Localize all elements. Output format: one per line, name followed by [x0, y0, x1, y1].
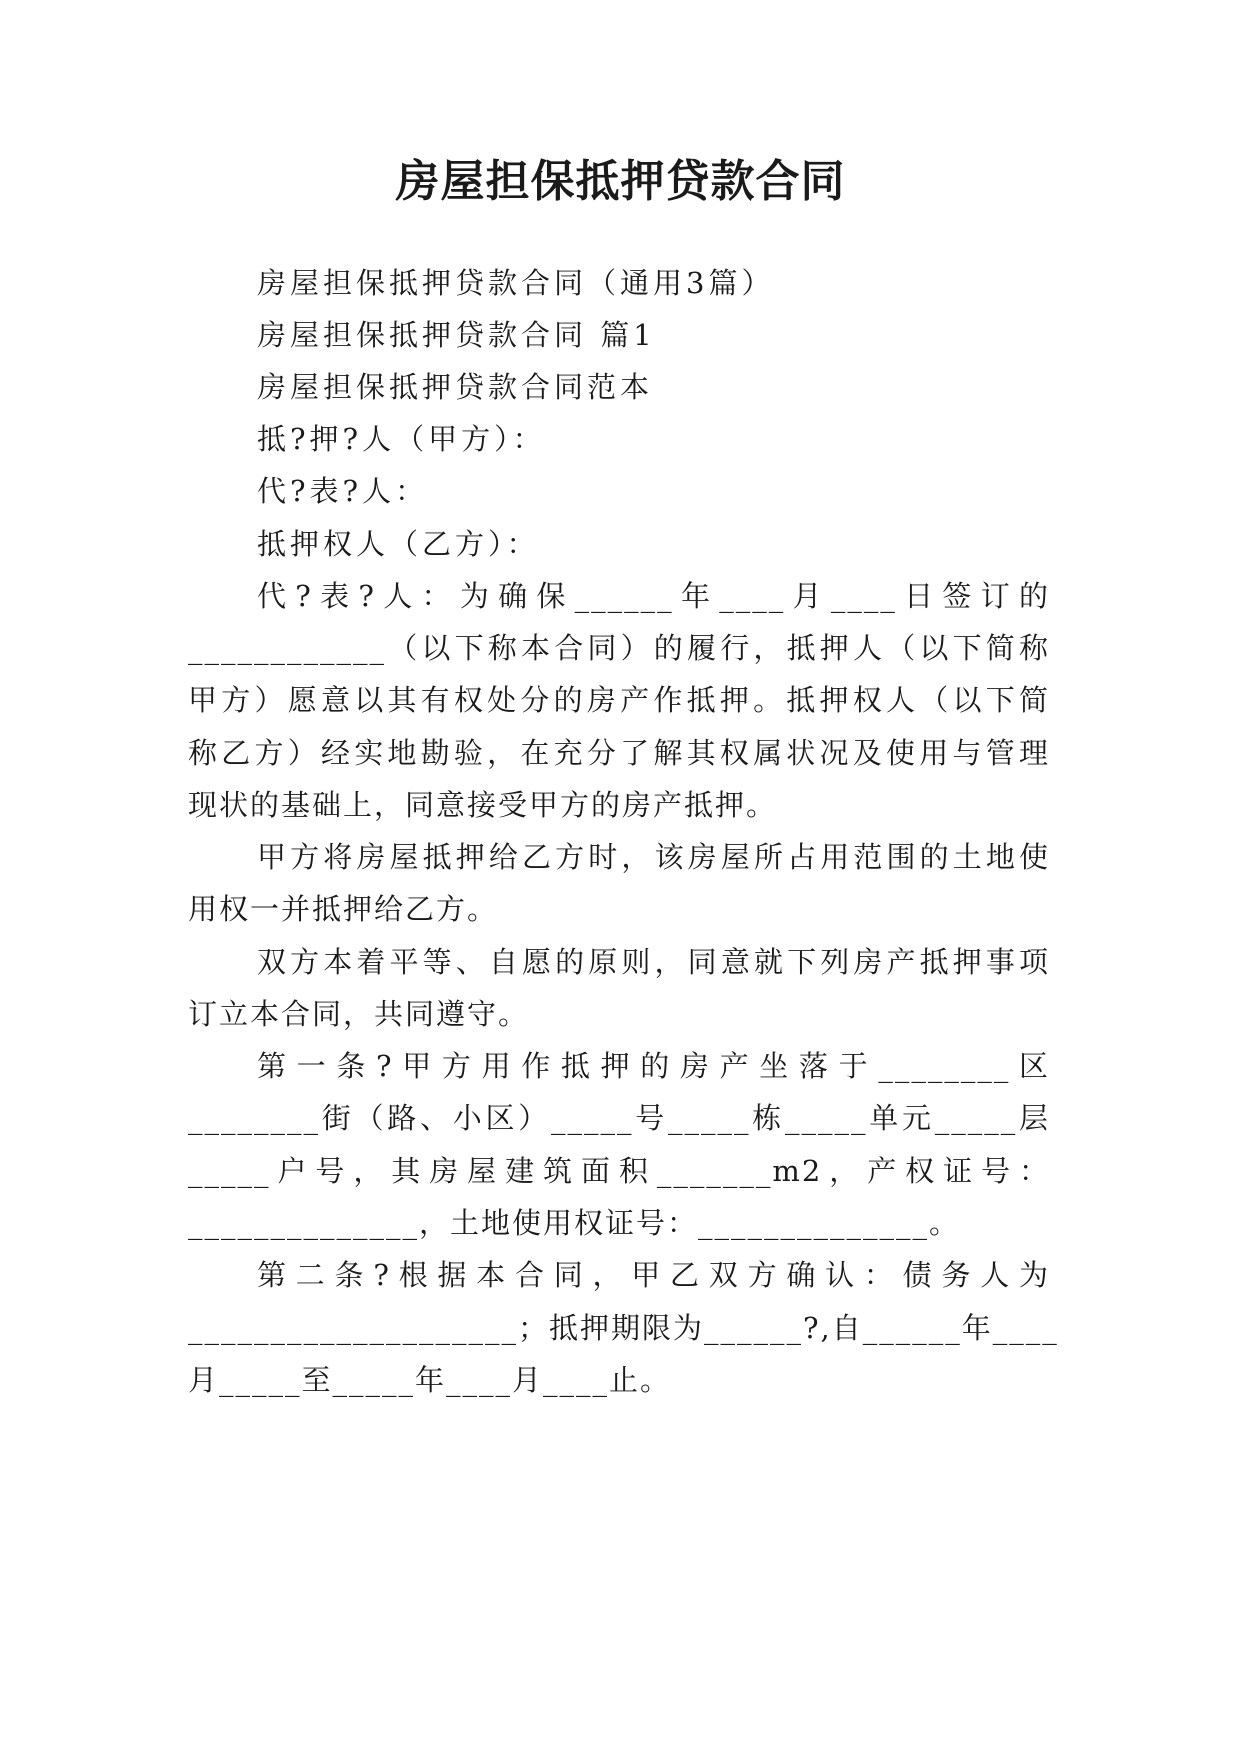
- mortgagee-field: 抵押权人（乙方）：: [257, 527, 540, 561]
- section-heading: 房屋担保抵押贷款合同 篇1: [257, 318, 656, 352]
- paragraph-line: 称乙方）经实地勘验，在充分了解其权属状况及使用与管理: [188, 736, 1050, 770]
- subtitle-line: 房屋担保抵押贷款合同（通用3篇）: [257, 266, 775, 300]
- representative-field: 代?表?人：: [257, 474, 429, 508]
- article-two-line: 月_____至_____年____月____止。: [188, 1363, 672, 1397]
- article-one-line: ________街（路、小区）_____号_____栋_____单元_____层: [188, 1101, 1050, 1135]
- paragraph-line: ____________（以下称本合同）的履行，抵押人（以下简称: [188, 631, 1050, 665]
- article-two-line: 第二条?根据本合同，甲乙双方确认：债务人为: [257, 1258, 1050, 1292]
- paragraph-line: 订立本合同，共同遵守。: [188, 997, 530, 1031]
- article-one-line: ______________，土地使用权证号：______________。: [188, 1206, 961, 1240]
- document-title: 房屋担保抵押贷款合同: [395, 156, 846, 207]
- article-two-line: ____________________；抵押期限为______?,自______年____: [188, 1311, 1059, 1345]
- article-one-line: _____户号，其房屋建筑面积_______m2，产权证号：: [188, 1154, 1050, 1188]
- article-one-line: 第一条?甲方用作抵押的房产坐落于________区: [257, 1049, 1050, 1083]
- paragraph-line: 双方本着平等、自愿的原则，同意就下列房产抵押事项: [257, 945, 1050, 979]
- paragraph-line: 用权一并抵押给乙方。: [188, 892, 499, 926]
- paragraph-line: 甲方）愿意以其有权处分的房产作抵押。抵押权人（以下简: [188, 683, 1050, 717]
- mortgagor-field: 抵?押?人（甲方）：: [257, 422, 546, 456]
- paragraph-line: 现状的基础上，同意接受甲方的房产抵押。: [188, 788, 778, 822]
- paragraph-line: 代?表?人：为确保______年____月____日签订的: [257, 579, 1050, 613]
- paragraph-line: 甲方将房屋抵押给乙方时，该房屋所占用范围的土地使: [257, 840, 1050, 874]
- template-heading: 房屋担保抵押贷款合同范本: [257, 370, 654, 404]
